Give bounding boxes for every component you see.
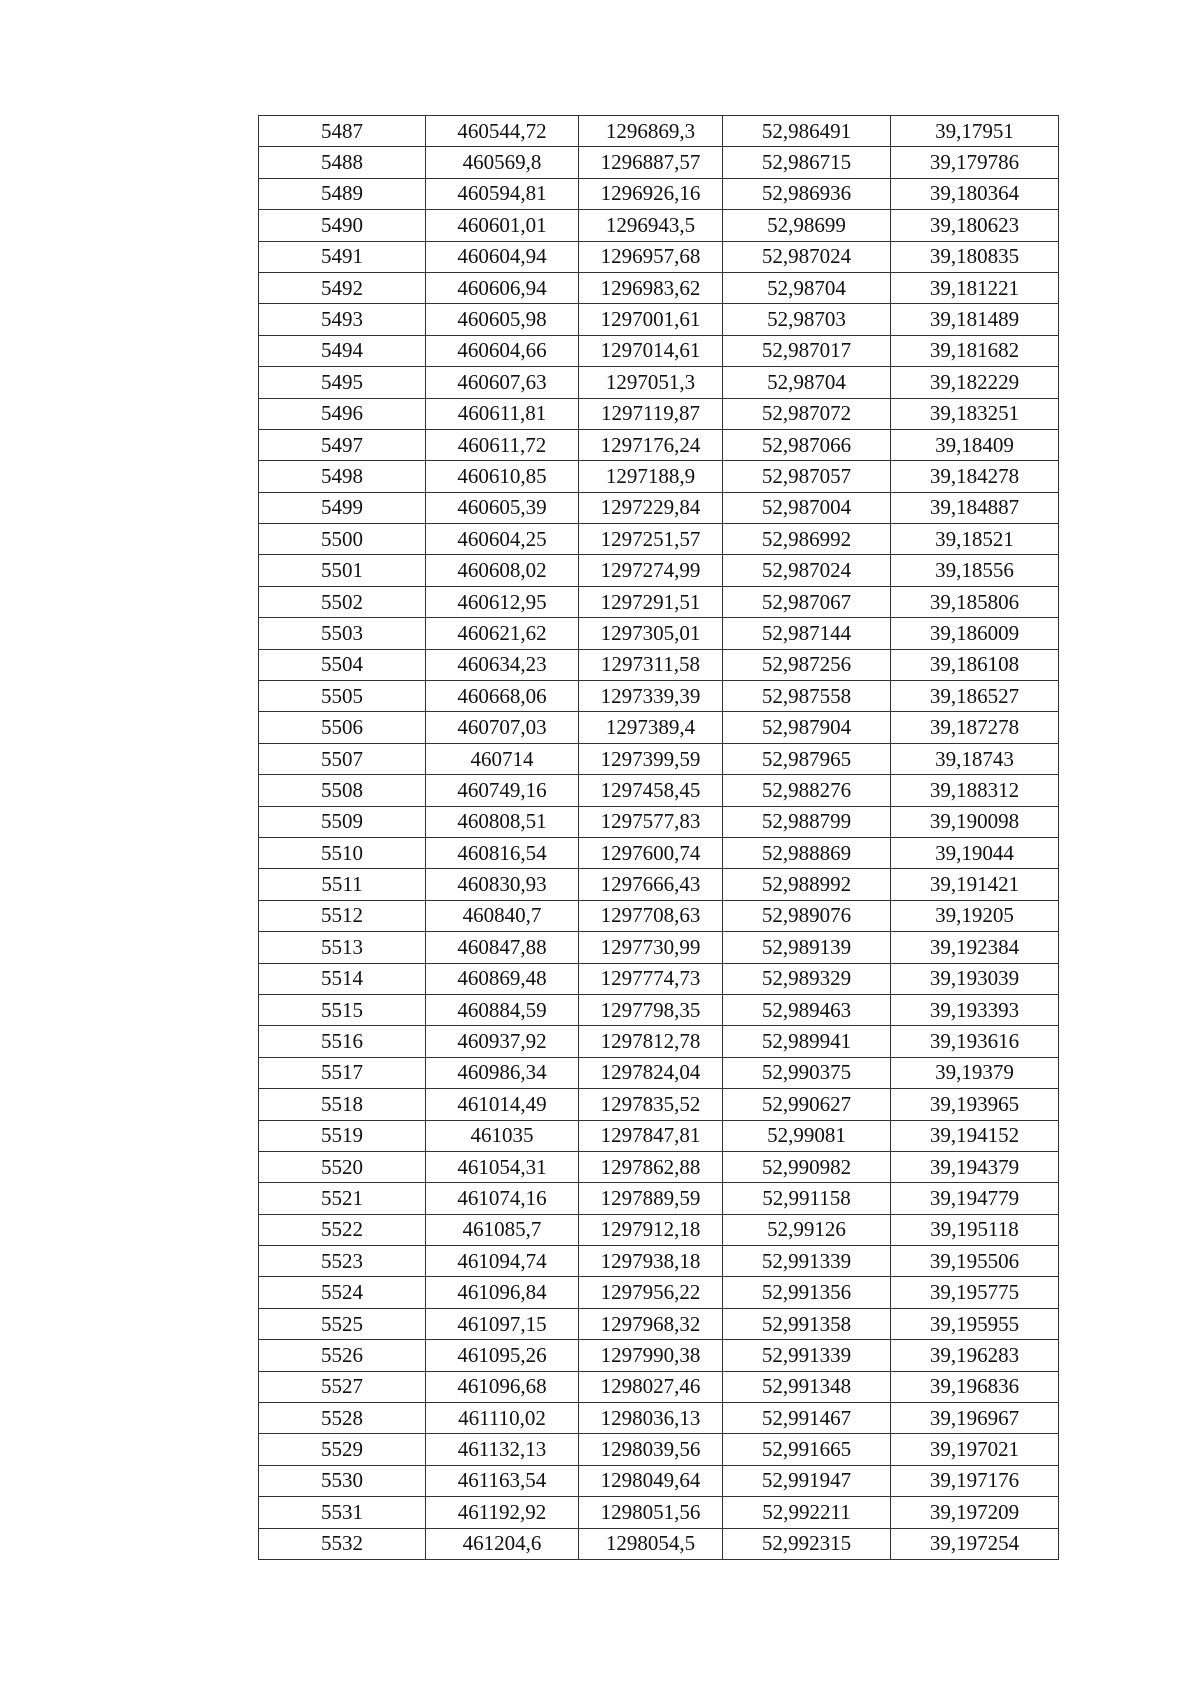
point-number-cell: 5491: [259, 241, 426, 272]
x-coordinate-cell: 461014,49: [426, 1089, 579, 1120]
longitude-cell: 39,196967: [891, 1403, 1059, 1434]
y-coordinate-cell: 1297835,52: [579, 1089, 723, 1120]
y-coordinate-cell: 1297389,4: [579, 712, 723, 743]
point-number-cell: 5526: [259, 1340, 426, 1371]
y-coordinate-cell: 1297014,61: [579, 335, 723, 366]
table-row: [259, 1434, 1059, 1465]
latitude-cell: 52,990627: [723, 1089, 891, 1120]
longitude-cell: 39,193965: [891, 1089, 1059, 1120]
y-coordinate-cell: 1298049,64: [579, 1465, 723, 1496]
y-coordinate-cell: 1297577,83: [579, 806, 723, 837]
latitude-cell: 52,986715: [723, 147, 891, 178]
longitude-cell: 39,187278: [891, 712, 1059, 743]
point-number-cell: 5524: [259, 1277, 426, 1308]
latitude-cell: 52,987904: [723, 712, 891, 743]
latitude-cell: 52,988992: [723, 869, 891, 900]
longitude-cell: 39,195775: [891, 1277, 1059, 1308]
table-row: [259, 1026, 1059, 1057]
latitude-cell: 52,987965: [723, 743, 891, 774]
latitude-cell: 52,987256: [723, 649, 891, 680]
x-coordinate-cell: 460668,06: [426, 681, 579, 712]
point-number-cell: 5495: [259, 367, 426, 398]
y-coordinate-cell: 1297774,73: [579, 963, 723, 994]
latitude-cell: 52,987144: [723, 618, 891, 649]
table-row: [259, 1151, 1059, 1182]
point-number-cell: 5493: [259, 304, 426, 335]
y-coordinate-cell: 1297458,45: [579, 775, 723, 806]
latitude-cell: 52,989139: [723, 932, 891, 963]
table-row: [259, 524, 1059, 555]
latitude-cell: 52,99081: [723, 1120, 891, 1151]
y-coordinate-cell: 1297956,22: [579, 1277, 723, 1308]
table-row: [259, 1340, 1059, 1371]
point-number-cell: 5520: [259, 1151, 426, 1182]
latitude-cell: 52,99126: [723, 1214, 891, 1245]
x-coordinate-cell: 461163,54: [426, 1465, 579, 1496]
longitude-cell: 39,193616: [891, 1026, 1059, 1057]
y-coordinate-cell: 1297666,43: [579, 869, 723, 900]
point-number-cell: 5511: [259, 869, 426, 900]
table-row: [259, 1089, 1059, 1120]
table-row: [259, 429, 1059, 460]
longitude-cell: 39,18409: [891, 429, 1059, 460]
point-number-cell: 5530: [259, 1465, 426, 1496]
x-coordinate-cell: 460605,39: [426, 492, 579, 523]
table-row: [259, 210, 1059, 241]
x-coordinate-cell: 461054,31: [426, 1151, 579, 1182]
latitude-cell: 52,987004: [723, 492, 891, 523]
point-number-cell: 5499: [259, 492, 426, 523]
longitude-cell: 39,184278: [891, 461, 1059, 492]
y-coordinate-cell: 1297912,18: [579, 1214, 723, 1245]
y-coordinate-cell: 1297311,58: [579, 649, 723, 680]
point-number-cell: 5501: [259, 555, 426, 586]
y-coordinate-cell: 1297990,38: [579, 1340, 723, 1371]
y-coordinate-cell: 1297938,18: [579, 1246, 723, 1277]
x-coordinate-cell: 460601,01: [426, 210, 579, 241]
table-row: [259, 304, 1059, 335]
point-number-cell: 5510: [259, 837, 426, 868]
y-coordinate-cell: 1296926,16: [579, 178, 723, 209]
y-coordinate-cell: 1297001,61: [579, 304, 723, 335]
table-row: [259, 147, 1059, 178]
longitude-cell: 39,194152: [891, 1120, 1059, 1151]
latitude-cell: 52,991358: [723, 1308, 891, 1339]
table-row: [259, 869, 1059, 900]
y-coordinate-cell: 1297305,01: [579, 618, 723, 649]
point-number-cell: 5506: [259, 712, 426, 743]
latitude-cell: 52,986936: [723, 178, 891, 209]
latitude-cell: 52,986992: [723, 524, 891, 555]
table-row: [259, 1465, 1059, 1496]
table-row: [259, 492, 1059, 523]
longitude-cell: 39,197254: [891, 1528, 1059, 1559]
y-coordinate-cell: 1297824,04: [579, 1057, 723, 1088]
point-number-cell: 5508: [259, 775, 426, 806]
latitude-cell: 52,98704: [723, 367, 891, 398]
latitude-cell: 52,991339: [723, 1246, 891, 1277]
point-number-cell: 5515: [259, 994, 426, 1025]
point-number-cell: 5494: [259, 335, 426, 366]
x-coordinate-cell: 460612,95: [426, 586, 579, 617]
latitude-cell: 52,989076: [723, 900, 891, 931]
longitude-cell: 39,196836: [891, 1371, 1059, 1402]
x-coordinate-cell: 461096,84: [426, 1277, 579, 1308]
table-row: [259, 837, 1059, 868]
latitude-cell: 52,987072: [723, 398, 891, 429]
table-row: [259, 1403, 1059, 1434]
longitude-cell: 39,186527: [891, 681, 1059, 712]
point-number-cell: 5519: [259, 1120, 426, 1151]
point-number-cell: 5500: [259, 524, 426, 555]
longitude-cell: 39,193393: [891, 994, 1059, 1025]
y-coordinate-cell: 1297291,51: [579, 586, 723, 617]
table-row: [259, 932, 1059, 963]
x-coordinate-cell: 460611,81: [426, 398, 579, 429]
longitude-cell: 39,181221: [891, 272, 1059, 303]
longitude-cell: 39,183251: [891, 398, 1059, 429]
latitude-cell: 52,990375: [723, 1057, 891, 1088]
x-coordinate-cell: 461074,16: [426, 1183, 579, 1214]
latitude-cell: 52,987558: [723, 681, 891, 712]
longitude-cell: 39,195506: [891, 1246, 1059, 1277]
y-coordinate-cell: 1297708,63: [579, 900, 723, 931]
y-coordinate-cell: 1298027,46: [579, 1371, 723, 1402]
latitude-cell: 52,987066: [723, 429, 891, 460]
table-row: [259, 335, 1059, 366]
latitude-cell: 52,987017: [723, 335, 891, 366]
y-coordinate-cell: 1297339,39: [579, 681, 723, 712]
x-coordinate-cell: 461096,68: [426, 1371, 579, 1402]
point-number-cell: 5502: [259, 586, 426, 617]
latitude-cell: 52,988799: [723, 806, 891, 837]
table-row: [259, 1497, 1059, 1528]
x-coordinate-cell: 460816,54: [426, 837, 579, 868]
point-number-cell: 5505: [259, 681, 426, 712]
longitude-cell: 39,179786: [891, 147, 1059, 178]
x-coordinate-cell: 460607,63: [426, 367, 579, 398]
latitude-cell: 52,992315: [723, 1528, 891, 1559]
y-coordinate-cell: 1296983,62: [579, 272, 723, 303]
table-row: [259, 398, 1059, 429]
y-coordinate-cell: 1297968,32: [579, 1308, 723, 1339]
latitude-cell: 52,987024: [723, 555, 891, 586]
latitude-cell: 52,986491: [723, 116, 891, 147]
longitude-cell: 39,194379: [891, 1151, 1059, 1182]
y-coordinate-cell: 1297399,59: [579, 743, 723, 774]
latitude-cell: 52,991665: [723, 1434, 891, 1465]
point-number-cell: 5513: [259, 932, 426, 963]
table-row: [259, 1246, 1059, 1277]
table-row: [259, 1308, 1059, 1339]
longitude-cell: 39,196283: [891, 1340, 1059, 1371]
x-coordinate-cell: 460707,03: [426, 712, 579, 743]
y-coordinate-cell: 1297600,74: [579, 837, 723, 868]
x-coordinate-cell: 460884,59: [426, 994, 579, 1025]
longitude-cell: 39,197209: [891, 1497, 1059, 1528]
latitude-cell: 52,987057: [723, 461, 891, 492]
longitude-cell: 39,17951: [891, 116, 1059, 147]
longitude-cell: 39,184887: [891, 492, 1059, 523]
latitude-cell: 52,991348: [723, 1371, 891, 1402]
longitude-cell: 39,180835: [891, 241, 1059, 272]
y-coordinate-cell: 1297847,81: [579, 1120, 723, 1151]
table-row: [259, 806, 1059, 837]
y-coordinate-cell: 1297730,99: [579, 932, 723, 963]
longitude-cell: 39,181682: [891, 335, 1059, 366]
table-row: [259, 963, 1059, 994]
latitude-cell: 52,98703: [723, 304, 891, 335]
latitude-cell: 52,989329: [723, 963, 891, 994]
longitude-cell: 39,19044: [891, 837, 1059, 868]
x-coordinate-cell: 460605,98: [426, 304, 579, 335]
x-coordinate-cell: 461085,7: [426, 1214, 579, 1245]
latitude-cell: 52,991158: [723, 1183, 891, 1214]
latitude-cell: 52,991467: [723, 1403, 891, 1434]
longitude-cell: 39,18521: [891, 524, 1059, 555]
y-coordinate-cell: 1297176,24: [579, 429, 723, 460]
x-coordinate-cell: 460544,72: [426, 116, 579, 147]
table-row: [259, 1214, 1059, 1245]
point-number-cell: 5517: [259, 1057, 426, 1088]
longitude-cell: 39,197021: [891, 1434, 1059, 1465]
table-row: [259, 743, 1059, 774]
x-coordinate-cell: 460604,66: [426, 335, 579, 366]
longitude-cell: 39,180364: [891, 178, 1059, 209]
x-coordinate-cell: 460611,72: [426, 429, 579, 460]
table-row: [259, 272, 1059, 303]
longitude-cell: 39,195955: [891, 1308, 1059, 1339]
x-coordinate-cell: 460808,51: [426, 806, 579, 837]
table-row: [259, 681, 1059, 712]
longitude-cell: 39,186009: [891, 618, 1059, 649]
x-coordinate-cell: 460937,92: [426, 1026, 579, 1057]
table-row: [259, 1371, 1059, 1402]
latitude-cell: 52,989463: [723, 994, 891, 1025]
x-coordinate-cell: 460840,7: [426, 900, 579, 931]
y-coordinate-cell: 1298036,13: [579, 1403, 723, 1434]
point-number-cell: 5518: [259, 1089, 426, 1120]
table-row: [259, 618, 1059, 649]
point-number-cell: 5504: [259, 649, 426, 680]
latitude-cell: 52,989941: [723, 1026, 891, 1057]
x-coordinate-cell: 460569,8: [426, 147, 579, 178]
point-number-cell: 5516: [259, 1026, 426, 1057]
latitude-cell: 52,990982: [723, 1151, 891, 1182]
latitude-cell: 52,991356: [723, 1277, 891, 1308]
point-number-cell: 5507: [259, 743, 426, 774]
table-body: [259, 116, 1059, 1560]
table-row: [259, 178, 1059, 209]
x-coordinate-cell: 460610,85: [426, 461, 579, 492]
table-row: [259, 367, 1059, 398]
latitude-cell: 52,988869: [723, 837, 891, 868]
longitude-cell: 39,192384: [891, 932, 1059, 963]
point-number-cell: 5512: [259, 900, 426, 931]
point-number-cell: 5527: [259, 1371, 426, 1402]
point-number-cell: 5492: [259, 272, 426, 303]
latitude-cell: 52,98699: [723, 210, 891, 241]
table-row: [259, 775, 1059, 806]
point-number-cell: 5496: [259, 398, 426, 429]
y-coordinate-cell: 1297051,3: [579, 367, 723, 398]
x-coordinate-cell: 460986,34: [426, 1057, 579, 1088]
x-coordinate-cell: 460847,88: [426, 932, 579, 963]
table-row: [259, 241, 1059, 272]
point-number-cell: 5490: [259, 210, 426, 241]
x-coordinate-cell: 461097,15: [426, 1308, 579, 1339]
y-coordinate-cell: 1297119,87: [579, 398, 723, 429]
coordinates-table: [258, 115, 1059, 1560]
y-coordinate-cell: 1298054,5: [579, 1528, 723, 1559]
point-number-cell: 5522: [259, 1214, 426, 1245]
x-coordinate-cell: 460621,62: [426, 618, 579, 649]
y-coordinate-cell: 1296887,57: [579, 147, 723, 178]
point-number-cell: 5525: [259, 1308, 426, 1339]
point-number-cell: 5488: [259, 147, 426, 178]
y-coordinate-cell: 1297188,9: [579, 461, 723, 492]
x-coordinate-cell: 461095,26: [426, 1340, 579, 1371]
table-row: [259, 712, 1059, 743]
x-coordinate-cell: 461110,02: [426, 1403, 579, 1434]
latitude-cell: 52,98704: [723, 272, 891, 303]
y-coordinate-cell: 1298039,56: [579, 1434, 723, 1465]
point-number-cell: 5489: [259, 178, 426, 209]
x-coordinate-cell: 460714: [426, 743, 579, 774]
table-row: [259, 1528, 1059, 1559]
point-number-cell: 5497: [259, 429, 426, 460]
x-coordinate-cell: 460604,25: [426, 524, 579, 555]
x-coordinate-cell: 461132,13: [426, 1434, 579, 1465]
longitude-cell: 39,190098: [891, 806, 1059, 837]
point-number-cell: 5521: [259, 1183, 426, 1214]
y-coordinate-cell: 1297251,57: [579, 524, 723, 555]
latitude-cell: 52,987067: [723, 586, 891, 617]
longitude-cell: 39,194779: [891, 1183, 1059, 1214]
longitude-cell: 39,19205: [891, 900, 1059, 931]
table-row: [259, 1183, 1059, 1214]
point-number-cell: 5487: [259, 116, 426, 147]
x-coordinate-cell: 460749,16: [426, 775, 579, 806]
y-coordinate-cell: 1297274,99: [579, 555, 723, 586]
y-coordinate-cell: 1297862,88: [579, 1151, 723, 1182]
table-row: [259, 994, 1059, 1025]
longitude-cell: 39,181489: [891, 304, 1059, 335]
longitude-cell: 39,182229: [891, 367, 1059, 398]
table-row: [259, 649, 1059, 680]
y-coordinate-cell: 1297889,59: [579, 1183, 723, 1214]
table-row: [259, 1120, 1059, 1151]
x-coordinate-cell: 461204,6: [426, 1528, 579, 1559]
latitude-cell: 52,992211: [723, 1497, 891, 1528]
x-coordinate-cell: 461192,92: [426, 1497, 579, 1528]
y-coordinate-cell: 1296957,68: [579, 241, 723, 272]
x-coordinate-cell: 460608,02: [426, 555, 579, 586]
x-coordinate-cell: 460869,48: [426, 963, 579, 994]
longitude-cell: 39,186108: [891, 649, 1059, 680]
longitude-cell: 39,18556: [891, 555, 1059, 586]
y-coordinate-cell: 1297229,84: [579, 492, 723, 523]
point-number-cell: 5498: [259, 461, 426, 492]
longitude-cell: 39,188312: [891, 775, 1059, 806]
table-row: [259, 461, 1059, 492]
point-number-cell: 5531: [259, 1497, 426, 1528]
y-coordinate-cell: 1297812,78: [579, 1026, 723, 1057]
longitude-cell: 39,18743: [891, 743, 1059, 774]
table-row: [259, 1057, 1059, 1088]
table-row: [259, 1277, 1059, 1308]
point-number-cell: 5528: [259, 1403, 426, 1434]
latitude-cell: 52,991947: [723, 1465, 891, 1496]
longitude-cell: 39,19379: [891, 1057, 1059, 1088]
point-number-cell: 5529: [259, 1434, 426, 1465]
longitude-cell: 39,185806: [891, 586, 1059, 617]
table-row: [259, 555, 1059, 586]
longitude-cell: 39,195118: [891, 1214, 1059, 1245]
x-coordinate-cell: 461035: [426, 1120, 579, 1151]
point-number-cell: 5503: [259, 618, 426, 649]
latitude-cell: 52,988276: [723, 775, 891, 806]
point-number-cell: 5523: [259, 1246, 426, 1277]
point-number-cell: 5532: [259, 1528, 426, 1559]
x-coordinate-cell: 460606,94: [426, 272, 579, 303]
y-coordinate-cell: 1296943,5: [579, 210, 723, 241]
latitude-cell: 52,991339: [723, 1340, 891, 1371]
table-row: [259, 900, 1059, 931]
y-coordinate-cell: 1297798,35: [579, 994, 723, 1025]
latitude-cell: 52,987024: [723, 241, 891, 272]
x-coordinate-cell: 460594,81: [426, 178, 579, 209]
y-coordinate-cell: 1298051,56: [579, 1497, 723, 1528]
y-coordinate-cell: 1296869,3: [579, 116, 723, 147]
table-row: [259, 586, 1059, 617]
table-row: [259, 116, 1059, 147]
x-coordinate-cell: 461094,74: [426, 1246, 579, 1277]
x-coordinate-cell: 460604,94: [426, 241, 579, 272]
x-coordinate-cell: 460830,93: [426, 869, 579, 900]
point-number-cell: 5514: [259, 963, 426, 994]
longitude-cell: 39,193039: [891, 963, 1059, 994]
longitude-cell: 39,191421: [891, 869, 1059, 900]
longitude-cell: 39,180623: [891, 210, 1059, 241]
longitude-cell: 39,197176: [891, 1465, 1059, 1496]
point-number-cell: 5509: [259, 806, 426, 837]
x-coordinate-cell: 460634,23: [426, 649, 579, 680]
